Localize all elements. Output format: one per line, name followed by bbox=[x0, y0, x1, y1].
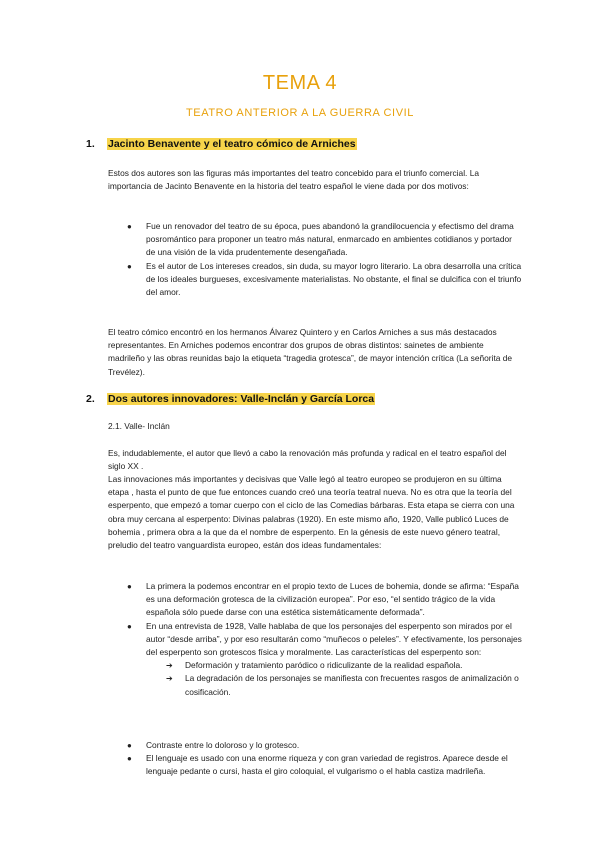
list-item bbox=[127, 752, 522, 778]
section-1-closing: El teatro cómico encontró en los hermanos Álvarez Quintero y en Carlos Arniches a sus más destacados representantes. En Arniches podemos encontrar dos grupos de obras distintos: sainetes de ambiente madrileño y las obras reunidas bajo la etiqueta “tragedia grotesca”, de mayor intención crítica (La señorita de Trevélez). bbox=[108, 327, 513, 377]
bullet-icon: ● bbox=[127, 261, 132, 271]
section-1-intro: Estos dos autores son las figuras más importantes del teatro concebido para el triunfo comercial. La importancia de Jacinto Benavente en la historia del teatro español le viene dada por dos motivos: bbox=[108, 168, 480, 192]
bullet-icon: ● bbox=[127, 222, 132, 231]
list-item-text: Es el autor de Los intereses creados, sin duda, su mayor logro literario. La obra desarrolla una crítica de los ideales burgueses, excesivamente materialistas. No obstante, el final se dulcifica con el triunfo del amor. bbox=[146, 260, 522, 298]
arrow-item bbox=[146, 672, 522, 698]
list-item-text: El lenguaje es usado con una enorme riqueza y con gran variedad de registros. Aparece desde el lenguaje pedante o cursi, hasta el giro coloquial, el vulgarismo o el habla castiza madrileña. bbox=[146, 753, 508, 777]
arrow-item-text: Deformación y tratamiento paródico o ridiculizante de la realidad española. bbox=[185, 660, 463, 671]
arrow-item bbox=[146, 659, 522, 672]
bullet-icon: ● bbox=[127, 621, 132, 631]
section-1-heading bbox=[86, 137, 357, 151]
section-2-number: 2. bbox=[86, 393, 95, 405]
section-2-paragraph-1: Es, indudablemente, el autor que llevó a cabo la renovación más profunda y radical en el teatro español del siglo XX . bbox=[108, 448, 507, 472]
section-2-bullets-continued bbox=[127, 739, 522, 779]
bullet-icon: ● bbox=[127, 754, 132, 764]
section-2-title: Dos autores innovadores: Valle-Inclán y García Lorca bbox=[108, 393, 375, 405]
list-item-text: Fue un renovador del teatro de su época, pues abandonó la grandilocuencia y efectismo del drama posromántico para proponer un teatro más natural, enmarcado en ambientes cotidianos y portador de una visión de la vida prudentemente desengañada. bbox=[146, 221, 514, 258]
list-item bbox=[127, 580, 522, 620]
list-item-text: En una entrevista de 1928, Valle hablaba de que los personajes del esperpento son mirados por el autor “desde arriba”, y por eso resultarán como “muñecos o peleles”. Y efectivamente, los personajes del esperpento son grotescos física y moralmente. Las características del esperpento son: bbox=[146, 620, 522, 658]
arrow-right-icon: ➔ bbox=[166, 661, 173, 671]
section-2-heading bbox=[86, 392, 375, 406]
page-subtitle: TEATRO ANTERIOR A LA GUERRA CIVIL bbox=[185, 107, 415, 119]
section-1-title: Jacinto Benavente y el teatro cómico de Arniches bbox=[108, 138, 356, 150]
arrow-item-text: La degradación de los personajes se manifiesta con frecuentes rasgos de animalización o cosificación. bbox=[185, 673, 519, 697]
list-item bbox=[127, 739, 522, 752]
section-1-number: 1. bbox=[86, 138, 95, 150]
section-1-bullets bbox=[127, 220, 522, 299]
list-item bbox=[127, 620, 522, 699]
arrow-list bbox=[146, 659, 522, 699]
list-item-text: Contraste entre lo doloroso y lo grotesco. bbox=[146, 740, 300, 750]
list-item bbox=[127, 260, 522, 300]
section-2-paragraph-2: Las innovaciones más importantes y decisivas que Valle legó al teatro europeo se produjeron en su última etapa , hasta el punto de que fue entonces cuando creó una teoría teatral nueva. No es otra que la teoría del esperpento, que empezó a tomar cuerpo con el ciclo de las Comedias bárbaras. Esta etapa se cierra con una obra muy cercana al esperpento: Divinas palabras (1920). En este mismo año, 1920, Valle publicó Luces de bohemia , primera obra a la que da el nombre de esperpento. En la génesis de este nuevo género teatral, preludio del teatro vanguardista europeo, están dos ideas fundamentales: bbox=[108, 474, 515, 551]
list-item-text: La primera la podemos encontrar en el propio texto de Luces de bohemia, donde se afirma: “España es una deformación grotesca de la civilización europea”. Por eso, “el sentido trágico de la vida española sólo puede darse con una estética sistemáticamente deformada”. bbox=[146, 581, 519, 618]
list-item bbox=[127, 220, 522, 260]
section-2-bullets bbox=[127, 580, 522, 699]
bullet-icon: ● bbox=[127, 741, 132, 750]
bullet-icon: ● bbox=[127, 582, 132, 591]
subsection-heading: 2.1. Valle- Inclán bbox=[108, 421, 170, 431]
page-title: TEMA 4 bbox=[262, 72, 338, 94]
arrow-right-icon: ➔ bbox=[166, 674, 173, 684]
